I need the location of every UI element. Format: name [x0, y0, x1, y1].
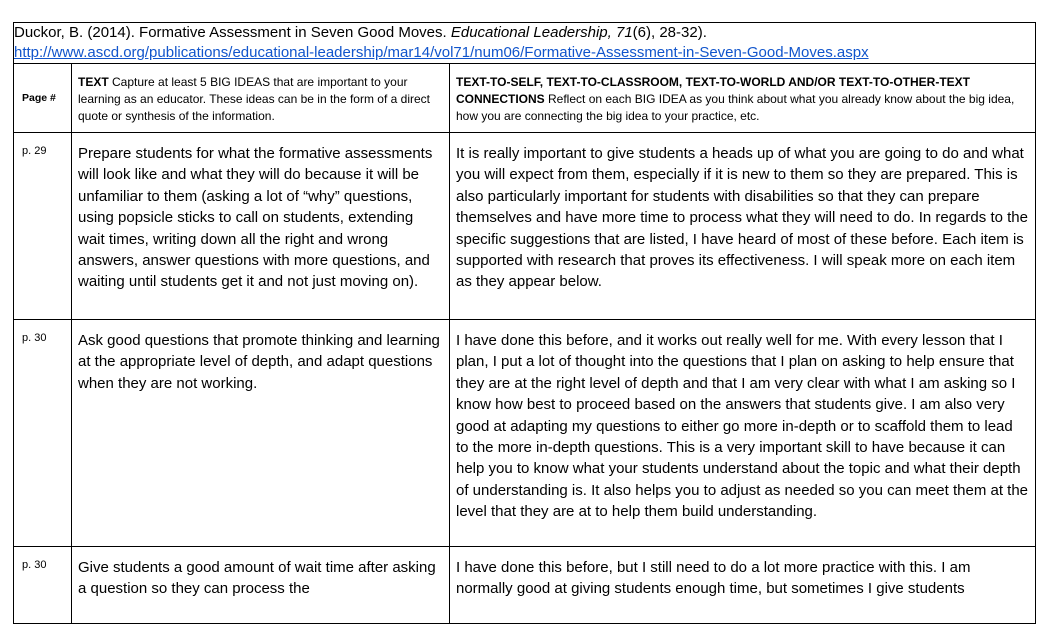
citation-text	[14, 23, 1035, 43]
header-row	[14, 64, 1036, 133]
table-row	[14, 547, 1036, 624]
citation-row	[14, 23, 1036, 64]
citation-volume: 71	[615, 24, 633, 41]
header-page-number: Page #	[14, 64, 72, 133]
citation-link[interactable]: http://www.ascd.org/publications/educational-leadership/mar14/vol71/num06/Formative-Assessment-in-Seven-Good-Moves.aspx	[14, 44, 869, 61]
header-text-column	[72, 64, 450, 133]
connection-cell: I have done this before, and it works out really well for me. With every lesson that I plan, I put a lot of thought into the questions that I plan on asking to help ensure that they are at the right level of depth and that I am very clear with what I am asking so I know how best to proceed based on the answers that students give. I am also very good at adapting my questions to either go more in-depth or to scaffold them to lead to the more in-depth questions. This is a very important skill to have because it can help you to know what your students understand about the topic and what their depth of understanding is. It also helps you to adjust as needed so you can meet them at the level that they are at to help them build understanding.	[450, 320, 1036, 547]
citation-cell	[14, 23, 1036, 64]
table-row	[14, 133, 1036, 320]
big-idea-cell: Give students a good amount of wait time after asking a question so they can process the	[72, 547, 450, 624]
citation-authors-title: Duckor, B. (2014). Formative Assessment in Seven Good Moves.	[14, 24, 451, 41]
page-number-cell: p. 30	[14, 320, 72, 547]
header-text-description: Capture at least 5 BIG IDEAS that are important to your learning as an educator. These ideas can be in the form of a direct quote or synthesis of the information.	[78, 75, 430, 123]
citation-issue-pages: (6), 28-32).	[632, 24, 707, 41]
header-connections-column	[450, 64, 1036, 133]
header-text-title: TEXT	[78, 75, 109, 89]
citation-journal: Educational Leadership,	[450, 24, 616, 41]
big-idea-cell: Ask good questions that promote thinking and learning at the appropriate level of depth, and adapt questions when they are not working.	[72, 320, 450, 547]
page-number-cell: p. 29	[14, 133, 72, 320]
header-connections-title: TEXT-TO-SELF, TEXT-TO-CLASSROOM, TEXT-TO-WORLD AND/OR TEXT-TO-OTHER-TEXT CONNECTIONS	[456, 75, 970, 106]
big-idea-cell: Prepare students for what the formative assessments will look like and what they will do because it will be unfamiliar to them (asking a lot of “why” questions, using popsicle sticks to call on students, extending wait times, writing down all the right and wrong answers, answer questions with more questions, and waiting until students get it and not just moving on).	[72, 133, 450, 320]
connection-cell: It is really important to give students a heads up of what you are going to do and what you will expect from them, especially if it is new to them so they are prepared. This is also particularly important for students with disabilities so that they can prepare themselves and have more time to process what they will need to do. In regards to the specific suggestions that are listed, I have heard of most of these before. Each item is supported with research that proves its effectiveness. I will speak more on each item as they appear below.	[450, 133, 1036, 320]
header-connections-description: Reflect on each BIG IDEA as you think about what you already know about the big idea, how you are connecting the big idea to your practice, etc.	[456, 92, 1015, 123]
connection-cell: I have done this before, but I still need to do a lot more practice with this. I am normally good at giving students enough time, but sometimes I give students	[450, 547, 1036, 624]
table-row	[14, 320, 1036, 547]
page-number-cell: p. 30	[14, 547, 72, 624]
reading-notes-table	[13, 22, 1036, 624]
